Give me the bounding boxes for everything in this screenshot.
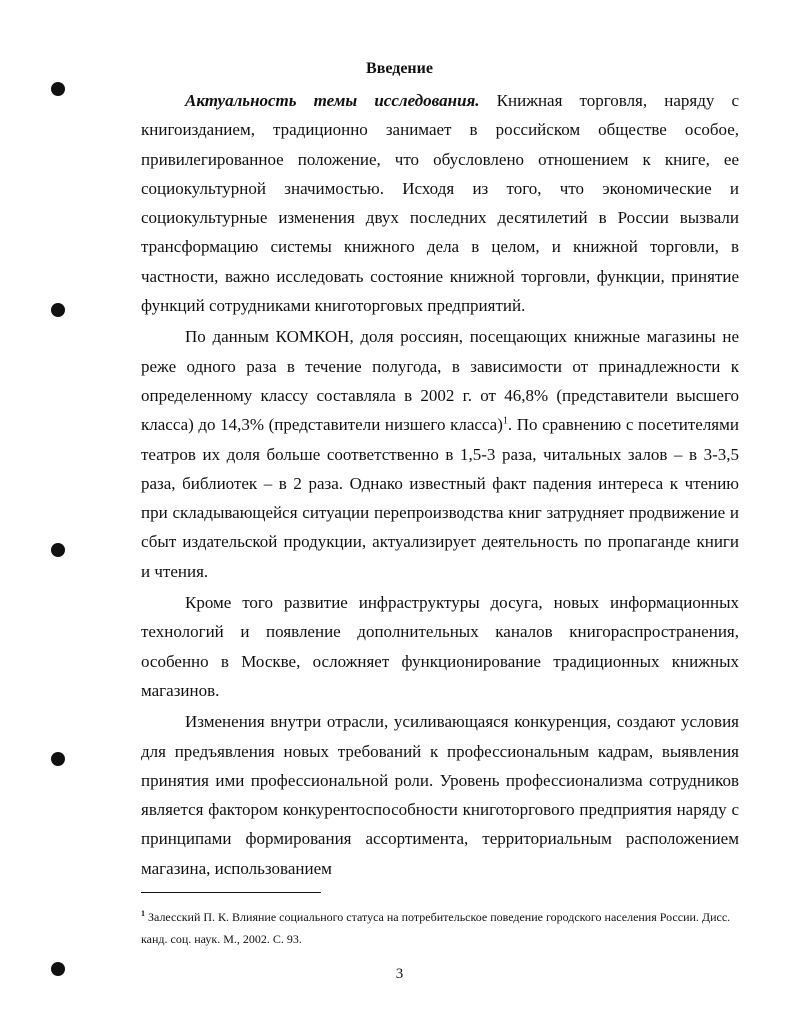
punch-hole-bullet-3 <box>51 543 65 557</box>
paragraph-relevance <box>141 86 739 320</box>
body-text <box>141 86 739 883</box>
footnote-text: Залесский П. К. Влияние социального статуса на потребительское поведение городского населения России. Дисс. канд. соц. наук. М., 2002. С. 93. <box>141 910 731 946</box>
paragraph-komkon <box>141 322 739 586</box>
punch-hole-bullet-1 <box>51 82 65 96</box>
page-number: 3 <box>395 966 404 982</box>
footnote-mark: 1 <box>141 909 145 918</box>
footnote-separator <box>141 892 321 893</box>
paragraph-text: Книжная торговля, наряду с книгоизданием, традиционно занимает в российском обществе особое, привилегированное положение, что обусловлено отношением к книге, ее социокультурной значимостью. Исходя из того, что экономические и социокультурные изменения двух последних десятилетий в России вызвали трансформацию системы книжного дела в целом, и книжной торговли, в частности, важно исследовать состояние книжной торговли, функции, принятие функций сотрудниками книготорговых предприятий. <box>141 91 740 316</box>
paragraph-text: . По сравнению с посетителями театров их доля больше соответственно в 1,5-3 раза, читальных залов – в 3-3,5 раза, библиотек – в 2 раза. Однако известный факт падения интереса к чтению при складывающейся ситуации перепроизводства книг затрудняет продвижение и сбыт издательской продукции, актуализирует деятельность по пропаганде книги и чтения. <box>141 415 739 581</box>
paragraph-infrastructure: Кроме того развитие инфраструктуры досуга, новых информационных технологий и появление дополнительных каналов книгораспространения, особенно в Москве, осложняет функционирование традиционных книжных магазинов. <box>141 593 739 700</box>
section-title: Введение <box>366 60 433 77</box>
paragraph-text: По данным КОМКОН, доля россиян, посещающих книжные магазины не реже одного раза в течение полугода, в зависимости от принадлежности к определенному классу составляла в 2002 г. от 46,8% (представители высшего класса) до 14,3% (представители низшего класса) <box>141 327 739 435</box>
footnote-reference: 1 <box>502 415 508 427</box>
footnote <box>141 906 739 950</box>
punch-hole-bullet-2 <box>51 303 65 317</box>
paragraph-lead: Актуальность темы исследования. <box>185 91 480 110</box>
paragraph-industry-changes: Изменения внутри отрасли, усиливающаяся конкуренция, создают условия для предъявления новых требований к профессиональным кадрам, выявления принятия ими профессиональной роли. Уровень профессионализма сотрудников является фактором конкурентоспособности книготоргового предприятия наряду с принципами формирования ассортимента, территориальным расположением магазина, использованием <box>141 712 739 878</box>
punch-hole-bullet-4 <box>51 752 65 766</box>
